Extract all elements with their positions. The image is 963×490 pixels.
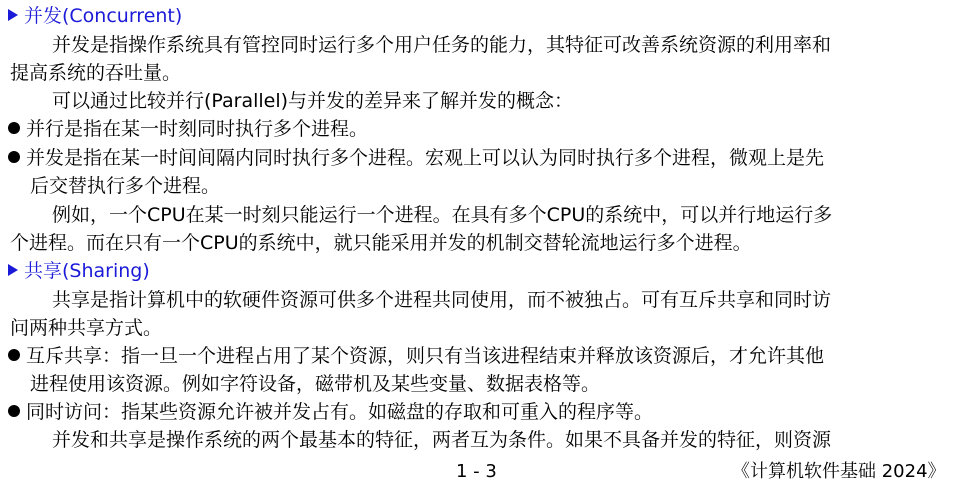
paragraph-line: 例如，一个CPU在某一时刻只能运行一个进程。在具有多个CPU的系统中，可以并行地运行多 [52, 204, 833, 226]
bullet-item [8, 145, 824, 171]
bullet-continuation: 后交替执行多个进程。 [30, 175, 221, 197]
arrow-bullet-icon [8, 9, 18, 21]
bullet-dot-icon [8, 405, 20, 417]
bullet-text: 并行是指在某一时刻同时执行多个进程。 [26, 118, 369, 140]
bullet-text: 同时访问：指某些资源允许被并发占有。如磁盘的存取和可重入的程序等。 [26, 401, 654, 423]
arrow-bullet-icon [8, 264, 18, 276]
book-title: 《计算机软件基础 2024》 [732, 461, 946, 482]
page-number: 1 - 3 [456, 461, 497, 482]
paragraph-line: 并发和共享是操作系统的两个最基本的特征，两者互为条件。如果不具备并发的特征，则资源 [52, 429, 832, 451]
bullet-item [8, 343, 824, 369]
bullet-text: 并发是指在某一时间间隔内同时执行多个进程。宏观上可以认为同时执行多个进程，微观上是先 [26, 147, 825, 169]
paragraph-line: 个进程。而在只有一个CPU的系统中，就只能采用并发的机制交替轮流地运行多个进程。 [10, 232, 752, 254]
paragraph-line: 提高系统的吞吐量。 [10, 62, 182, 84]
paragraph-line: 可以通过比较并行(Parallel)与并发的差异来了解并发的概念： [52, 90, 574, 112]
bullet-dot-icon [8, 122, 20, 134]
bullet-dot-icon [8, 349, 20, 361]
paragraph-line: 并发是指操作系统具有管控同时运行多个用户任务的能力，其特征可改善系统资源的利用率和 [52, 34, 832, 56]
bullet-continuation: 进程使用该资源。例如字符设备，磁带机及某些变量、数据表格等。 [30, 373, 601, 395]
bullet-dot-icon [8, 151, 20, 163]
bullet-item [8, 116, 368, 142]
heading-sharing [8, 258, 150, 284]
heading-concurrent [8, 3, 182, 29]
paragraph-line: 共享是指计算机中的软硬件资源可供多个进程共同使用，而不被独占。可有互斥共享和同时访 [52, 289, 832, 311]
paragraph-line: 问两种共享方式。 [10, 317, 163, 339]
heading-sharing-text: 共享(Sharing) [24, 260, 150, 282]
bullet-item [8, 399, 653, 425]
heading-concurrent-text: 并发(Concurrent) [24, 5, 183, 27]
bullet-text: 互斥共享：指一旦一个进程占用了某个资源，则只有当该进程结束并释放该资源后，才允许其他 [26, 345, 825, 367]
